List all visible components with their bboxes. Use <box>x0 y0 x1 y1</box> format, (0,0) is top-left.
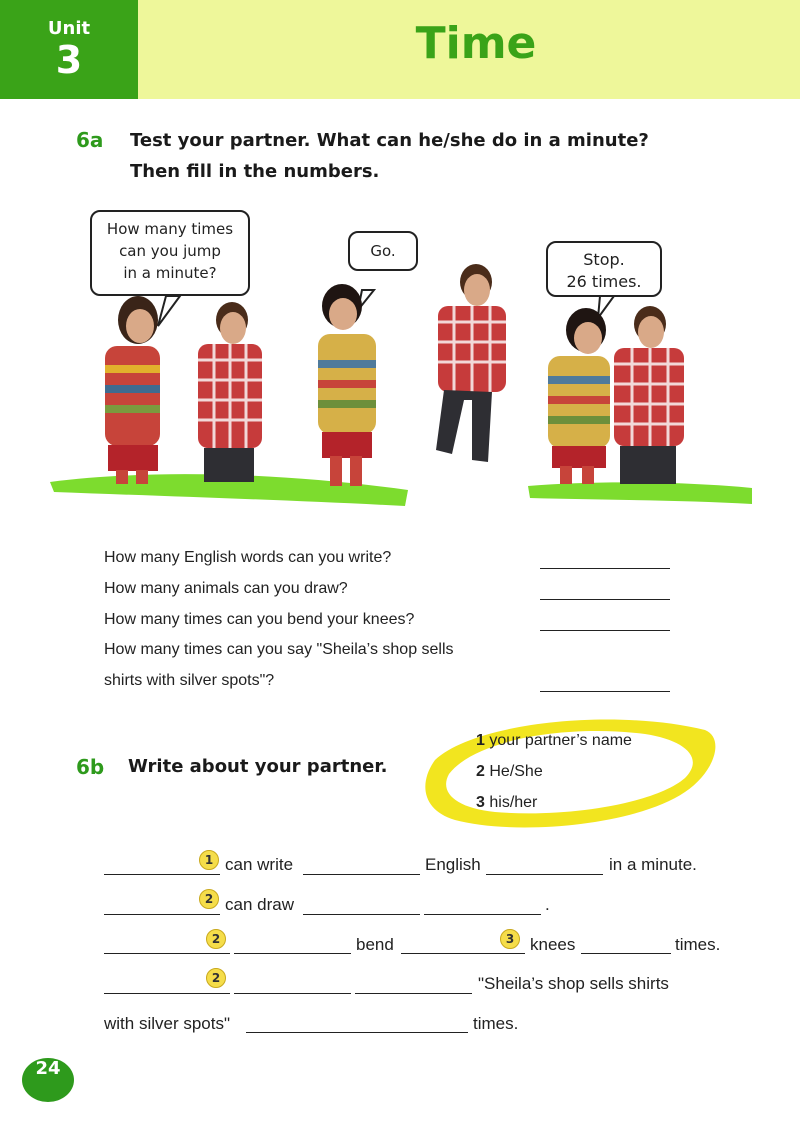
speech-bubble-go <box>348 231 418 271</box>
key-item-3 <box>476 794 537 812</box>
key-text: his/her <box>489 794 538 811</box>
bubble-tail-1 <box>158 296 180 326</box>
unit-badge <box>0 0 138 99</box>
blank-line[interactable] <box>581 953 671 954</box>
unit-number: 3 <box>55 38 83 82</box>
instruction-line-1: Test your partner. What can he/she do in a minute? <box>130 130 649 151</box>
page-number: 24 <box>22 1058 74 1102</box>
blank-line[interactable] <box>246 1032 468 1033</box>
girl-figure-2 <box>318 284 376 486</box>
sentence-text: in a minute. <box>609 855 697 874</box>
answer-line-2[interactable] <box>540 599 670 600</box>
hint-badge: 1 <box>199 850 219 870</box>
bubble-line: Stop. <box>583 250 625 269</box>
hint-badge: 2 <box>199 889 219 909</box>
sentence-text: can draw <box>225 895 294 914</box>
sentence-text: bend <box>356 935 394 954</box>
sentence-text: times. <box>675 935 721 954</box>
exercise-6a-instruction <box>130 125 730 187</box>
exercise-6b-number: 6b <box>76 755 105 779</box>
question-4-line-2: shirts with silver spots"? <box>104 672 275 689</box>
grass-right <box>528 482 752 504</box>
blank-line[interactable] <box>303 914 420 915</box>
sentence-text: . <box>545 895 550 914</box>
speech-bubble-question <box>90 210 250 296</box>
blank-line[interactable] <box>104 874 220 875</box>
sentence-text: English <box>425 855 481 874</box>
answer-line-3[interactable] <box>540 630 670 631</box>
blank-line[interactable] <box>234 993 351 994</box>
jumping-boy-figure <box>436 264 506 462</box>
blank-line[interactable] <box>104 993 230 994</box>
sentence-text: with silver spots" <box>104 1014 231 1033</box>
key-item-2 <box>476 763 543 781</box>
blank-line[interactable] <box>355 993 472 994</box>
key-number: 2 <box>476 763 485 780</box>
key-text: He/She <box>489 763 543 780</box>
bubble-line: Go. <box>370 242 396 260</box>
hint-badge: 2 <box>206 929 226 949</box>
key-number: 1 <box>476 732 485 749</box>
blank-line[interactable] <box>104 914 220 915</box>
key-text: your partner’s name <box>489 732 632 749</box>
question-1: How many English words can you write? <box>104 549 392 566</box>
boy-figure-1 <box>198 302 262 482</box>
hint-badge: 2 <box>206 968 226 988</box>
blank-line[interactable] <box>424 914 541 915</box>
page-title: Time <box>415 18 537 69</box>
blank-line[interactable] <box>486 874 603 875</box>
exercise-6b-instruction: Write about your partner. <box>128 756 388 777</box>
bubble-line: 26 times. <box>566 272 642 291</box>
bubble-line: can you jump <box>119 242 221 260</box>
sentence-text: "Sheila’s shop sells shirts <box>478 974 669 993</box>
sentence-text: knees <box>530 935 576 954</box>
girl-figure-3 <box>548 308 610 484</box>
key-item-1 <box>476 732 632 750</box>
speech-bubble-stop <box>546 241 662 297</box>
answer-line-1[interactable] <box>540 568 670 569</box>
boy-figure-2 <box>614 306 684 484</box>
unit-label: Unit <box>47 18 91 39</box>
bubble-tail-3 <box>598 296 614 318</box>
girl-figure-1 <box>105 296 160 484</box>
key-number: 3 <box>476 794 485 811</box>
hint-badge: 3 <box>500 929 520 949</box>
question-4-line-1: How many times can you say "Sheila’s shop sells <box>104 641 454 658</box>
exercise-6a-number: 6a <box>76 128 104 152</box>
blank-line[interactable] <box>104 953 230 954</box>
instruction-line-2: Then fill in the numbers. <box>130 161 380 182</box>
sentence-text: can write <box>225 855 294 874</box>
sentence-text: times. <box>473 1014 519 1033</box>
bubble-line: How many times <box>106 220 234 238</box>
blank-line[interactable] <box>234 953 351 954</box>
question-2: How many animals can you draw? <box>104 580 348 597</box>
answer-line-4[interactable] <box>540 691 670 692</box>
blank-line[interactable] <box>303 874 420 875</box>
blank-line[interactable] <box>401 953 525 954</box>
bubble-line: in a minute? <box>123 264 217 282</box>
question-3: How many times can you bend your knees? <box>104 611 415 628</box>
